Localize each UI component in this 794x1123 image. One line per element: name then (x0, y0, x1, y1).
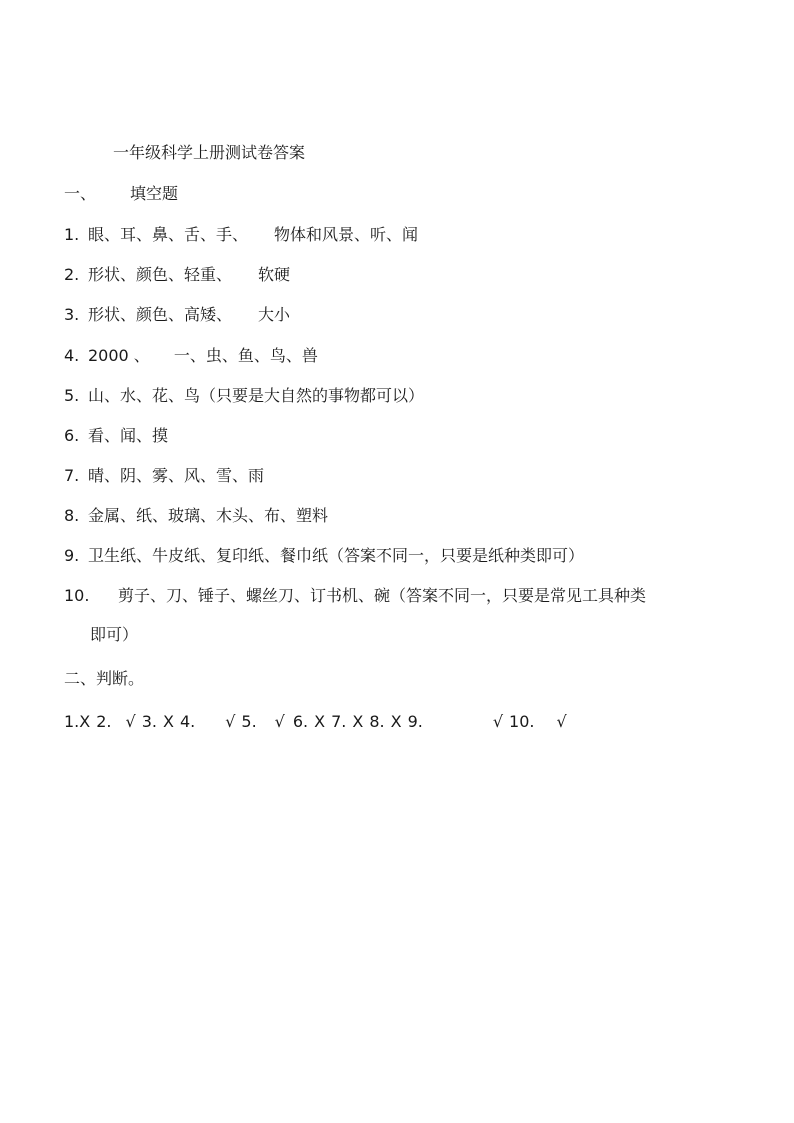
document-title: 一年级科学上册测试卷答案 (113, 143, 306, 162)
judge-number: 2. (96, 712, 112, 731)
judge-number: 8. (369, 712, 385, 731)
item-number: 9. (64, 546, 80, 565)
answer-item-4 (64, 346, 318, 366)
judge-mark: X (162, 712, 174, 731)
answer-item-6 (64, 426, 168, 446)
judge-mark: √ (556, 712, 567, 731)
item-number: 8. (64, 506, 80, 525)
section1-marker: 一、 (64, 184, 97, 203)
judge-number: 10. (509, 712, 535, 731)
answer-item-7 (64, 466, 264, 486)
judgement-answers (64, 712, 567, 732)
item-text: 晴、阴、雾、风、雪、雨 (88, 466, 265, 485)
item-number: 6. (64, 426, 80, 445)
judge-mark: X (79, 712, 91, 731)
item-text: 眼、耳、鼻、舌、手、 (88, 225, 249, 244)
item-text: 形状、颜色、高矮、 (88, 305, 233, 324)
judge-mark: X (390, 712, 402, 731)
judge-mark: √ (492, 712, 504, 731)
judge-mark: X (352, 712, 364, 731)
item-text-extra: 物体和风景、听、闻 (274, 225, 419, 244)
answer-item-10-continued: 即可） (90, 625, 139, 644)
judge-number: 9. (407, 712, 423, 731)
answer-item-5 (64, 386, 424, 406)
answer-item-8 (64, 506, 328, 526)
item-number: 10. (64, 586, 90, 605)
answer-item-1 (64, 225, 418, 245)
judge-mark: √ (274, 712, 285, 731)
answer-item-3 (64, 305, 290, 325)
item-text: 形状、颜色、轻重、 (88, 265, 233, 284)
item-number: 2. (64, 265, 80, 284)
item-text-extra: 一、虫、鱼、鸟、兽 (173, 346, 318, 365)
item-number: 3. (64, 305, 80, 324)
judge-number: 1. (64, 712, 80, 731)
answer-item-10 (64, 586, 646, 606)
judge-mark: √ (225, 712, 236, 731)
item-number: 7. (64, 466, 80, 485)
section2-heading: 二、判断。 (64, 669, 145, 688)
item-text: 看、闻、摸 (88, 426, 169, 445)
judge-number: 7. (331, 712, 347, 731)
item-number: 5. (64, 386, 80, 405)
item-number: 4. (64, 346, 80, 365)
item-text: 2000 、 (88, 346, 150, 365)
judge-number: 5. (241, 712, 257, 731)
item-text: 金属、纸、玻璃、木头、布、塑料 (88, 506, 329, 525)
judge-number: 6. (292, 712, 309, 731)
item-number: 1. (64, 225, 80, 244)
judge-number: 3. (141, 712, 157, 731)
judge-number: 4. (179, 712, 196, 731)
answer-item-9 (64, 546, 584, 566)
judge-mark: X (314, 712, 326, 731)
item-text-extra: 软硬 (258, 265, 291, 284)
item-text-extra: 大小 (258, 305, 291, 324)
item-text: 卫生纸、牛皮纸、复印纸、餐巾纸（答案不同一，只要是纸种类即可） (88, 546, 585, 565)
section1-heading (64, 184, 178, 204)
section1-title: 填空题 (130, 184, 179, 203)
judge-mark: √ (125, 712, 136, 731)
item-text: 剪子、刀、锤子、螺丝刀、订书机、碗（答案不同一，只要是常见工具种类 (118, 586, 647, 605)
answer-item-2 (64, 265, 290, 285)
item-text: 山、水、花、鸟（只要是大自然的事物都可以） (88, 386, 425, 405)
